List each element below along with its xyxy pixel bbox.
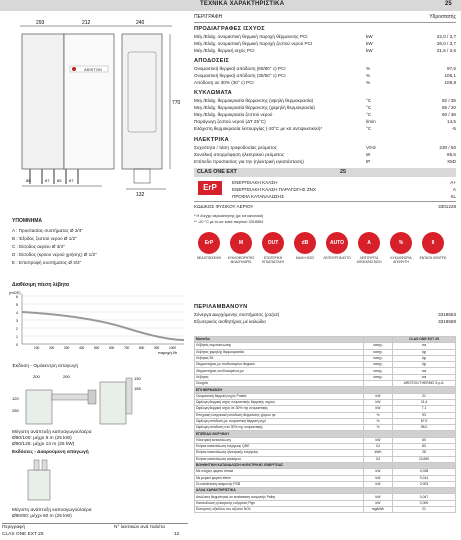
table-cell: ARISTON THERMO S.p.A. <box>393 381 456 387</box>
specs-header <box>194 14 456 21</box>
logo: ARISTON <box>84 67 102 72</box>
table-cell: ΑΛΛΑ ΧΑΡΑΚΤΗΡΙΣΤΙΚΑ <box>195 488 364 494</box>
flue-dim-2: 200 <box>63 374 70 379</box>
table-cell: κατηγ. <box>364 355 393 361</box>
section-title-circuits: ΚΥΚΛΩΜΑΤΑ <box>194 90 233 96</box>
table-row <box>195 507 456 513</box>
outdoor-icon: OUT <box>262 232 284 254</box>
footer-label: Περιγραφή <box>2 525 26 530</box>
spec-unit: kW <box>366 41 373 46</box>
pump-xtick: 300 <box>64 346 70 350</box>
spec-unit: kW <box>366 34 373 39</box>
pump-xtick: 200 <box>49 346 55 350</box>
pump-xtick: 900 <box>154 346 160 350</box>
table-cell: GJ <box>364 456 393 462</box>
center-icon: II <box>422 232 444 254</box>
table-cell: ναι <box>393 374 456 380</box>
table-cell: Ωφέλιμη θερμική ισχύς ονομαστικής θερμικής ισχύος <box>195 399 364 405</box>
icon-label: ΚΥΚΛΟΦΟΡΗΤΗΣ ΜΟΔΟΥΛΑΡΕΙ <box>227 256 255 264</box>
erp-value: A <box>452 187 456 192</box>
table-cell: kW <box>364 437 393 443</box>
table-cell: 7,1 <box>393 406 456 412</box>
pump-xtick: 700 <box>124 346 130 350</box>
table-cell: GJ <box>364 444 393 450</box>
flue-drawing-split <box>8 456 190 506</box>
erp-size: 25 <box>340 169 346 175</box>
erp-model: CLAS ONE EXT <box>197 169 237 175</box>
spec-label: Ονομαστική θερμική απόδοση (60/80° c) PCI <box>194 66 286 71</box>
spec-row <box>194 80 456 86</box>
spec-value: 26,0 / 3,7 <box>436 41 456 46</box>
flue-dim-3: 130 <box>134 376 141 381</box>
spec-row <box>194 152 456 158</box>
gas-code-label: ΚΩΔΙΚΟΣ ΦΥΣΙΚΟΥ ΑΕΡΙΟΥ <box>194 204 254 209</box>
table-cell: Σε κατάσταση αναμονής PSB <box>195 481 364 487</box>
table-cell: ναι <box>393 343 456 349</box>
spec-label: Μέγ./Ελάχ. ονομαστική θερμική παροχή θέρμανσης PCI <box>194 34 308 39</box>
table-cell: Μοντέλο <box>195 337 364 343</box>
spec-value: 21,5 / 3,5 <box>436 48 456 53</box>
table-cell: 83 <box>393 444 456 450</box>
spec-unit: V/Hz <box>366 145 376 150</box>
pump-xlabel: παροχή l/h <box>158 350 178 355</box>
table-cell: κατηγ. <box>364 362 393 368</box>
table-cell: Με πλήρες φορτίο elmax <box>195 469 364 475</box>
spec-unit: W <box>366 152 371 157</box>
table-cell: Λέβητας <box>195 374 364 380</box>
sound-icon: dB <box>294 232 316 254</box>
legend-item-c: C : Είσοδος αερίου Ø 3/4" <box>12 244 65 249</box>
spec-unit: % <box>366 80 371 85</box>
spec-value: 14,5 <box>447 119 456 124</box>
table-cell: 21 <box>393 507 456 513</box>
footer-divider <box>2 523 188 524</box>
legend-title: ΥΠΟΜΝΗΜΑ <box>12 218 42 224</box>
spec-label: Ονομαστική θερμική απόδοση (30/50° c) PCI <box>194 73 286 78</box>
table-cell: 0,003 <box>393 481 456 487</box>
erp-value: A+ <box>450 180 456 185</box>
spec-label: Μέγ./Ελάχ. θερμική ισχύς PCI <box>194 48 255 53</box>
flue-dim-1: 200 <box>33 374 40 379</box>
section-title-power: ΠΡΟΔΙΑΓΡΑΦΕΣ ΙΣΧΥΟΣ <box>194 26 265 32</box>
spec-value: 82 / 35 <box>441 98 456 103</box>
table-cell: κατηγ. <box>364 374 393 380</box>
pump-ylabel: (mCE) <box>9 290 21 295</box>
dim-b-2: 67 <box>45 178 50 183</box>
erp-note-2 <box>194 220 456 226</box>
table-cell: Ετήσια κατανάλωση ηλεκτρικής ενέργειας <box>195 450 364 456</box>
spec-row <box>194 66 456 72</box>
dim-b-4: 67 <box>69 178 74 183</box>
erp-note-text: ** -20 °C με το κιτ κατά παγετού 3318594 <box>194 220 264 224</box>
spec-row <box>194 73 456 79</box>
table-cell: 87,9 <box>393 418 456 424</box>
divider <box>194 201 456 202</box>
spec-row <box>194 126 456 132</box>
pump-ytick: 0 <box>16 343 18 347</box>
table-cell: kW <box>364 393 393 399</box>
table-cell: 21 <box>393 393 456 399</box>
gas-code-row <box>194 204 456 210</box>
table-cell: kW <box>364 469 393 475</box>
dim-770: 770 <box>172 100 181 106</box>
spec-unit: IP <box>366 159 371 164</box>
footer-model: CLAS ONE EXT 25 <box>2 532 44 537</box>
table-cell: 0,014 <box>393 475 456 481</box>
spec-unit: °C <box>366 112 372 117</box>
table-cell: Ωφέλιμη απόδοση με ονομαστική θερμική ισχύ <box>195 418 364 424</box>
icon-label: ΚΥΚΛΟΦΟΡΙΑ ΑΠΟΦΥΓΗ <box>390 256 412 264</box>
table-cell: ναι <box>393 368 456 374</box>
table-cell: Λέβητας συμπύκνωσης <box>195 343 364 349</box>
dim-240: 240 <box>136 20 145 26</box>
pump-xtick: 1000 <box>169 346 177 350</box>
spec-unit: °C <box>366 126 372 131</box>
table-cell: Λέβητας χαμηλής θερμοκρασίας <box>195 349 364 355</box>
percent-icon: % <box>390 232 412 254</box>
section-title-electrical: ΗΛΕΚΤΡΙΚΑ <box>194 137 230 143</box>
table-cell: 23,690 <box>393 456 456 462</box>
table-cell: 60 <box>393 437 456 443</box>
table-cell: Ετήσια κατανάλωση ενέργειας QHE <box>195 444 364 450</box>
pump-ytick: 4 <box>16 311 18 315</box>
footer-qty: 12 <box>174 532 180 537</box>
pump-ytick: 6 <box>16 295 18 299</box>
erp-value: XL <box>450 194 456 199</box>
spec-row <box>194 105 456 111</box>
flue-dim-6: 250 <box>12 408 19 413</box>
icon-label: ΕΞΩΤΕΡΙΚΗ ΕΓΚΑΤΑΣΤΑΣΗ <box>262 256 284 264</box>
table-cell: Με μερικό φορτίο elmin <box>195 475 364 481</box>
table-cell: kW <box>364 500 393 506</box>
table-cell: kW <box>364 475 393 481</box>
boiler-drawing <box>2 14 190 214</box>
spec-row <box>194 112 456 118</box>
legend-item-b: B : Έξοδος ζεστού νερού Ø 1/2" <box>12 236 77 241</box>
spec-row <box>194 145 456 151</box>
pump-xtick: 600 <box>109 346 115 350</box>
spec-unit: l/min <box>366 119 376 124</box>
table-cell: 0,047 <box>393 494 456 500</box>
table-cell: Ωφέλιμη θερμική ισχύς σε 30% της ονομαστικής <box>195 406 364 412</box>
dim-212: 212 <box>82 20 91 26</box>
table-cell: όχι <box>393 355 456 361</box>
divider <box>194 22 456 23</box>
legend-item-e: E : Επιστροφή συστήματος Ø 3/4" <box>12 260 82 265</box>
erp-badge: ErP <box>198 181 222 195</box>
dim-b-1: 85 <box>26 178 31 183</box>
table-cell: CLAS ONE EXT 25 <box>393 337 456 343</box>
accessory-row <box>194 319 456 325</box>
pump-ytick: 2 <box>16 327 18 331</box>
flue-note-5: Ø80/80: μέχρι 60 m (25 kW) <box>12 514 72 519</box>
top-bar <box>0 0 461 11</box>
spec-unit: °C <box>366 98 372 103</box>
table-cell: % <box>364 412 393 418</box>
dim-293: 293 <box>36 20 45 26</box>
flue-drawing-concentric <box>8 370 190 428</box>
table-cell: kW <box>364 494 393 500</box>
table-cell: κατηγ. <box>364 343 393 349</box>
spec-row <box>194 48 456 54</box>
table-cell: % <box>364 418 393 424</box>
table-cell: 0,038 <box>393 469 456 475</box>
spec-unit: % <box>366 73 371 78</box>
table-cell: κατηγ. <box>364 368 393 374</box>
table-cell: Ονομαστική θερμική ισχύς Prated <box>195 393 364 399</box>
table-cell: Ηλεκτρική κατανάλωση <box>195 437 364 443</box>
spec-unit: °C <box>366 105 372 110</box>
flue-note-4: Μέγιστη ανάπτυξη καπναγωγού/αέρα <box>12 508 92 513</box>
spec-label: Επίπεδο προστασίας για την (ηλεκτρική εγκατάσταση) <box>194 159 304 164</box>
spec-value: 22,0 / 3,7 <box>436 34 456 39</box>
flue-dim-5: 120 <box>12 396 19 401</box>
erp-label: ΕΝΕΡΓΕΙΑΚΗ ΚΛΑΣΗ <box>232 180 278 185</box>
erp-icon: ErP <box>198 232 220 254</box>
pump-ytick: 3 <box>16 319 18 323</box>
table-cell: % <box>364 425 393 431</box>
spec-label: Μεγ./Ελάχ. θερμοκρασία θέρμανσης (υψηλή θερμοκρασία) <box>194 98 314 103</box>
pump-xtick: 100 <box>34 346 40 350</box>
table-cell: Θερμαντήρας με συνδυασμένο θερμικό <box>195 362 364 368</box>
table-cell: Ετήσια κατανάλωση καυσίμου <box>195 456 364 462</box>
flue-title: Έκδοση - Ομόκεντρη απαγωγή <box>12 364 79 369</box>
erp-note-text: * Η έλεγχο αεριοκίνησης (με κιτ κανονικό) <box>194 214 264 218</box>
erp-data-table <box>194 336 456 513</box>
table-cell: kW <box>364 399 393 405</box>
accessory-code: 3318588 <box>438 319 456 324</box>
pump-chart <box>8 290 190 358</box>
table-cell: ΕΠΙΠΕΔΟ ΘΟΡΥΒΟΥ <box>195 431 364 437</box>
table-cell: όχι <box>393 362 456 368</box>
dim-b-3: 65 <box>57 178 62 183</box>
icon-label: ΛΕΙΤΟΥΡΓΙΑ ΑΥΤΟ <box>323 256 351 260</box>
spec-unit: kW <box>366 48 373 53</box>
accessories-title: ΠΕΡΙΛΑΜΒΑΝΟΥΝ <box>194 304 248 310</box>
accessory-code: 3318653 <box>438 312 456 317</box>
spec-label: Συνολική απορρόφηση ηλεκτρικού ρεύματος <box>194 152 285 157</box>
spec-label: Απόδοση σε 30% (30° c) PCI <box>194 80 254 85</box>
spec-row <box>194 159 456 165</box>
pump-xtick: 500 <box>94 346 100 350</box>
table-cell: kW <box>364 406 393 412</box>
table-cell: Ωφέλιμη απόδοση στο 30% της ονομαστικής <box>195 425 364 431</box>
spec-value: 230 / 50 <box>439 145 456 150</box>
spec-label: Μεγ./Ελάχ. θερμοκρασία θέρμανσης (χαμηλή θερμοκρασία) <box>194 105 315 110</box>
erp-row <box>232 187 456 193</box>
icon-label: ΝΕΑ ΕΠΙΣΚΕΨΗ <box>197 256 221 260</box>
accessory-label: Σύνεργα Διερχόμενης συστήματος (ρ1/ρ2) <box>194 312 280 317</box>
table-cell: κατηγ. <box>364 349 393 355</box>
legend-item-d: D : Είσοδος (κρύου νερού χρήσης) Ø 1/2" <box>12 252 97 257</box>
spec-label: Παράγωγη ζεστού νερού (ΔΤ 25°C) <box>194 119 266 124</box>
table-cell: όχι <box>393 349 456 355</box>
flue-note-1: Μέγιστη ανάπτυξη καπναγωγού/αέρα <box>12 430 92 435</box>
table-cell: Λέβητας B1 <box>195 355 364 361</box>
table-cell: 0,000 <box>393 500 456 506</box>
spec-value: 106,1 <box>444 73 456 78</box>
erp-label: ΠΡΟΦΙΛ ΚΑΤΑΝΑΛΩΣΗΣ <box>232 194 285 199</box>
pump-icon: M <box>230 232 252 254</box>
header-title: ΤΕΧΝΙΚΑ ΧΑΡΑΚΤΗΡΙΣΤΙΚΑ <box>200 1 285 7</box>
erp-label: ΕΝΕΡΓΕΙΑΚΗ ΚΛΑΣΗ ΠΑΡΑΓΩΓΗΣ ZNX <box>232 187 317 192</box>
spec-value: -5 <box>451 126 456 131</box>
specs-col-desc: ΠΕΡΙΓΡΑΦΗ <box>194 14 223 20</box>
erp-header <box>194 168 456 177</box>
pump-xtick: 800 <box>139 346 145 350</box>
table-cell: 21,4 <box>393 399 456 405</box>
table-cell: Κατανάλωση ηλεκτρικής ενέργειας Pign <box>195 500 364 506</box>
spec-row <box>194 41 456 47</box>
pump-xtick: 400 <box>79 346 85 350</box>
spec-row <box>194 98 456 104</box>
table-cell: ΒΟΗΘΗΤΙΚΗ ΚΑΤΑΝΑΛΩΣΗ ΗΛΕΚΤΡΙΚΗΣ ΕΝΕΡΓΕΙΑΣ <box>195 462 364 468</box>
gas-code: 3301228 <box>438 204 456 209</box>
table-cell: Θερμαντήρας συνδυασμένος με <box>195 368 364 374</box>
icon-label: ΕΝΤΑΞΗ ΚΕΝΤΡΟ <box>419 256 447 260</box>
table-cell: kWh <box>364 450 393 456</box>
flue-note-2: Ø60/100: μέχρι 6 m (25 kW) <box>12 436 72 441</box>
spec-value: 97,6 <box>447 66 456 71</box>
spec-value: X5D <box>447 159 456 164</box>
auto-icon: AUTO <box>326 232 348 254</box>
table-cell: Απώλειες θερμότητας σε κατάσταση αναμονής Pstby <box>195 494 364 500</box>
icon-label: ΛΕΙΤΟΥΡΓΙΑ ΑΠΟΚΑΤΑΣΤΑΣΗ <box>356 256 382 264</box>
spec-label: Συχνότητα / τάση τροφοδοσίας ρεύματος <box>194 145 277 150</box>
accessory-label: Εξωτερικός αισθητήρας μέ καλώδιο <box>194 319 266 324</box>
table-cell: mg/kWh <box>364 507 393 513</box>
table-cell: 28 <box>393 450 456 456</box>
spec-value: 60 / 36 <box>441 112 456 117</box>
table-cell: kW <box>364 481 393 487</box>
footer-code-label: Ν° λεκτικών ανά παλέτα <box>114 525 165 530</box>
section-title-efficiency: ΑΠΟΔΟΣΕΙΣ <box>194 58 230 64</box>
pump-ytick: 1 <box>16 335 18 339</box>
spec-value: 85,6 <box>447 152 456 157</box>
spec-label: Μεγ./Ελάχ. θερμοκρασία ζεστού νερού <box>194 112 273 117</box>
table-cell: Εποχιακή ενεργειακή απόδοση θέρμανσης χώρου ηs <box>195 412 364 418</box>
spec-row <box>194 119 456 125</box>
pump-chart-title: Διαθέσιμη πίεση λέβητα <box>12 282 70 288</box>
spec-row <box>194 34 456 40</box>
legend-item-a: A : Προστασίας συστήματος Ø 3/4" <box>12 228 83 233</box>
spec-label: Μέγ./Ελάχ. ονομαστική θερμική παροχή ζεστού νερού PCI <box>194 41 313 46</box>
accessory-row <box>194 312 456 318</box>
spec-value: 65 / 20 <box>441 105 456 110</box>
table-cell: Εκπομπές οξειδίων του αζώτου NOx <box>195 507 364 513</box>
table-cell: 98,0 <box>393 425 456 431</box>
table-cell: Στοιχεία <box>195 381 364 387</box>
flue-note-3: Ø80/125: μέχρι 13 m (25 kW) <box>12 442 75 447</box>
spec-unit: % <box>366 66 371 71</box>
dim-132: 132 <box>136 192 145 198</box>
icon-label: ΚΑΛΗ ΗΧΟΣ <box>295 256 315 260</box>
spec-value: 109,8 <box>444 80 456 85</box>
spec-label: Ελάχιστη θερμοκρασία λειτουργίας (-20°C με κιτ αντιψυκτικού)* <box>194 126 323 131</box>
table-cell: 93 <box>393 412 456 418</box>
erp-row <box>232 194 456 200</box>
pump-ytick: 5 <box>16 303 18 307</box>
erp-row <box>232 180 456 186</box>
flue-title-2: Εκδόσεις - Διαιρούμενη απαγωγή <box>12 450 89 455</box>
specs-col-unit: Υδροστατής <box>429 14 456 20</box>
flue-dim-4: 155 <box>134 386 141 391</box>
restore-icon: A <box>358 232 380 254</box>
table-cell: ΕΠΙ ΘΕΡΜΑΝΣΗ <box>195 387 364 393</box>
page-number: 25 <box>445 1 452 7</box>
